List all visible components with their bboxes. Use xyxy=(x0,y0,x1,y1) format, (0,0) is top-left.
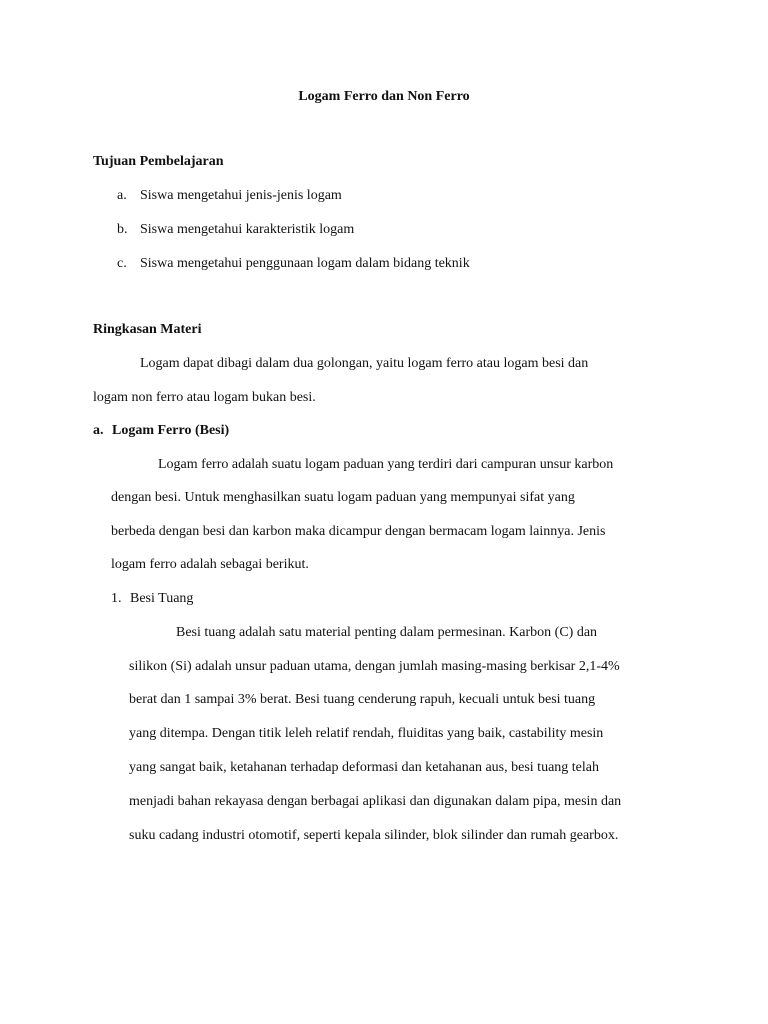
subsection-1-line-4: yang ditempa. Dengan titik leleh relatif rendah, fluiditas yang baik, castability mesin xyxy=(129,726,604,741)
objective-item-b: Siswa mengetahui karakteristik logam xyxy=(140,222,355,237)
subsection-1-heading: Besi Tuang xyxy=(130,591,194,606)
objectives-heading: Tujuan Pembelajaran xyxy=(93,154,224,169)
section-a-heading: Logam Ferro (Besi) xyxy=(112,423,230,438)
summary-intro-line-2: logam non ferro atau logam bukan besi. xyxy=(93,390,316,405)
subsection-1-line-7: suku cadang industri otomotif, seperti kepala silinder, blok silinder dan rumah gearbox. xyxy=(129,828,619,843)
summary-intro-line-1: Logam dapat dibagi dalam dua golongan, yaitu logam ferro atau logam besi dan xyxy=(140,356,589,371)
objective-item-a: Siswa mengetahui jenis-jenis logam xyxy=(140,188,342,203)
subsection-1-line-3: berat dan 1 sampai 3% berat. Besi tuang cenderung rapuh, kecuali untuk besi tuang xyxy=(129,692,596,707)
summary-heading: Ringkasan Materi xyxy=(93,322,202,337)
subsection-1-line-6: menjadi bahan rekayasa dengan berbagai aplikasi dan digunakan dalam pipa, mesin dan xyxy=(129,794,622,809)
subsection-1-line-5: yang sangat baik, ketahanan terhadap deformasi dan ketahanan aus, besi tuang telah xyxy=(129,760,599,775)
section-a-line-4: logam ferro adalah sebagai berikut. xyxy=(111,557,309,572)
subsection-1-line-2: silikon (Si) adalah unsur paduan utama, dengan jumlah masing-masing berkisar 2,1-4% xyxy=(129,659,620,674)
subsection-1-line-1: Besi tuang adalah satu material penting dalam permesinan. Karbon (C) dan xyxy=(176,625,598,640)
objective-marker-c: c. xyxy=(117,256,127,271)
section-a-line-2: dengan besi. Untuk menghasilkan suatu logam paduan yang mempunyai sifat yang xyxy=(111,490,575,505)
objective-marker-a: a. xyxy=(117,188,127,203)
objective-item-c: Siswa mengetahui penggunaan logam dalam bidang teknik xyxy=(140,256,470,271)
section-a-line-3: berbeda dengan besi dan karbon maka dicampur dengan bermacam logam lainnya. Jenis xyxy=(111,524,606,539)
subsection-1-marker: 1. xyxy=(111,591,122,606)
document-title: Logam Ferro dan Non Ferro xyxy=(298,89,470,104)
section-a-marker: a. xyxy=(93,423,104,438)
section-a-line-1: Logam ferro adalah suatu logam paduan yang terdiri dari campuran unsur karbon xyxy=(158,457,614,472)
objective-marker-b: b. xyxy=(117,222,128,237)
